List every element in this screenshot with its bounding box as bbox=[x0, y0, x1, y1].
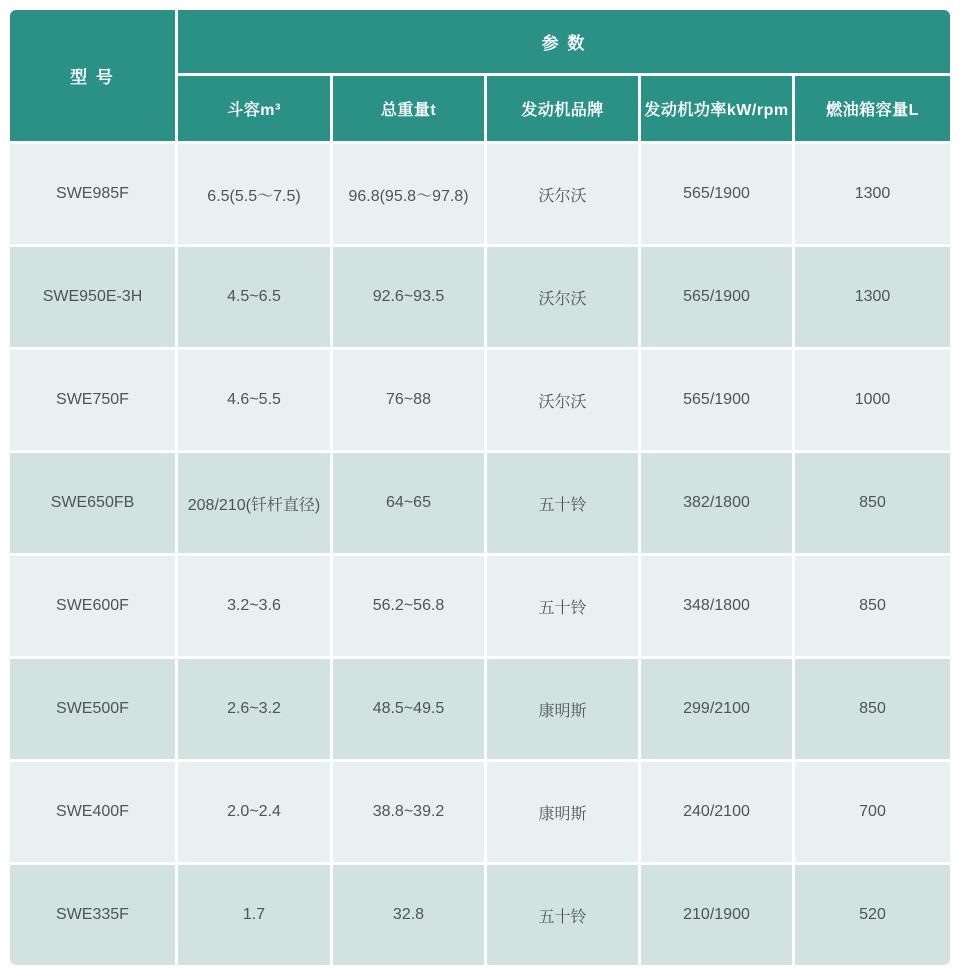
brand-cell: 五十铃 bbox=[487, 453, 638, 553]
weight-cell: 96.8(95.8～97.8) bbox=[333, 144, 484, 244]
header-row-top bbox=[10, 10, 950, 73]
brand-cell: 五十铃 bbox=[487, 865, 638, 965]
header-model: 型 号 bbox=[10, 10, 175, 141]
power-cell: 382/1800 bbox=[641, 453, 792, 553]
table-row bbox=[10, 247, 950, 347]
fuel-cell: 1000 bbox=[795, 350, 950, 450]
header-params: 参 数 bbox=[178, 10, 950, 73]
fuel-cell: 700 bbox=[795, 762, 950, 862]
bucket-cell: 4.6~5.5 bbox=[178, 350, 330, 450]
model-cell: SWE600F bbox=[10, 556, 175, 656]
header-col-brand: 发动机品牌 bbox=[487, 76, 638, 141]
table-row bbox=[10, 453, 950, 553]
bucket-cell: 2.6~3.2 bbox=[178, 659, 330, 759]
weight-cell: 76~88 bbox=[333, 350, 484, 450]
weight-cell: 64~65 bbox=[333, 453, 484, 553]
table-row bbox=[10, 659, 950, 759]
brand-cell: 康明斯 bbox=[487, 762, 638, 862]
table-body bbox=[10, 144, 950, 965]
weight-cell: 92.6~93.5 bbox=[333, 247, 484, 347]
power-cell: 565/1900 bbox=[641, 144, 792, 244]
model-cell: SWE950E-3H bbox=[10, 247, 175, 347]
fuel-cell: 1300 bbox=[795, 247, 950, 347]
weight-cell: 56.2~56.8 bbox=[333, 556, 484, 656]
table-row bbox=[10, 556, 950, 656]
header-col-weight: 总重量t bbox=[333, 76, 484, 141]
table-row bbox=[10, 350, 950, 450]
bucket-cell: 2.0~2.4 bbox=[178, 762, 330, 862]
spec-table bbox=[7, 7, 953, 968]
bucket-cell: 6.5(5.5～7.5) bbox=[178, 144, 330, 244]
brand-cell: 沃尔沃 bbox=[487, 144, 638, 244]
model-cell: SWE500F bbox=[10, 659, 175, 759]
model-cell: SWE985F bbox=[10, 144, 175, 244]
power-cell: 299/2100 bbox=[641, 659, 792, 759]
fuel-cell: 520 bbox=[795, 865, 950, 965]
fuel-cell: 850 bbox=[795, 659, 950, 759]
weight-cell: 48.5~49.5 bbox=[333, 659, 484, 759]
model-cell: SWE400F bbox=[10, 762, 175, 862]
power-cell: 348/1800 bbox=[641, 556, 792, 656]
bucket-cell: 1.7 bbox=[178, 865, 330, 965]
header-col-power: 发动机功率kW/rpm bbox=[641, 76, 792, 141]
model-cell: SWE650FB bbox=[10, 453, 175, 553]
header-col-fuel: 燃油箱容量L bbox=[795, 76, 950, 141]
brand-cell: 沃尔沃 bbox=[487, 247, 638, 347]
bucket-cell: 208/210(钎杆直径) bbox=[178, 453, 330, 553]
model-cell: SWE750F bbox=[10, 350, 175, 450]
model-cell: SWE335F bbox=[10, 865, 175, 965]
bucket-cell: 3.2~3.6 bbox=[178, 556, 330, 656]
table-row bbox=[10, 865, 950, 965]
table-row bbox=[10, 762, 950, 862]
power-cell: 565/1900 bbox=[641, 350, 792, 450]
brand-cell: 康明斯 bbox=[487, 659, 638, 759]
fuel-cell: 850 bbox=[795, 556, 950, 656]
brand-cell: 五十铃 bbox=[487, 556, 638, 656]
table-header bbox=[10, 10, 950, 141]
brand-cell: 沃尔沃 bbox=[487, 350, 638, 450]
power-cell: 240/2100 bbox=[641, 762, 792, 862]
bucket-cell: 4.5~6.5 bbox=[178, 247, 330, 347]
fuel-cell: 1300 bbox=[795, 144, 950, 244]
power-cell: 210/1900 bbox=[641, 865, 792, 965]
table-row bbox=[10, 144, 950, 244]
power-cell: 565/1900 bbox=[641, 247, 792, 347]
fuel-cell: 850 bbox=[795, 453, 950, 553]
weight-cell: 32.8 bbox=[333, 865, 484, 965]
header-col-bucket: 斗容m³ bbox=[178, 76, 330, 141]
weight-cell: 38.8~39.2 bbox=[333, 762, 484, 862]
